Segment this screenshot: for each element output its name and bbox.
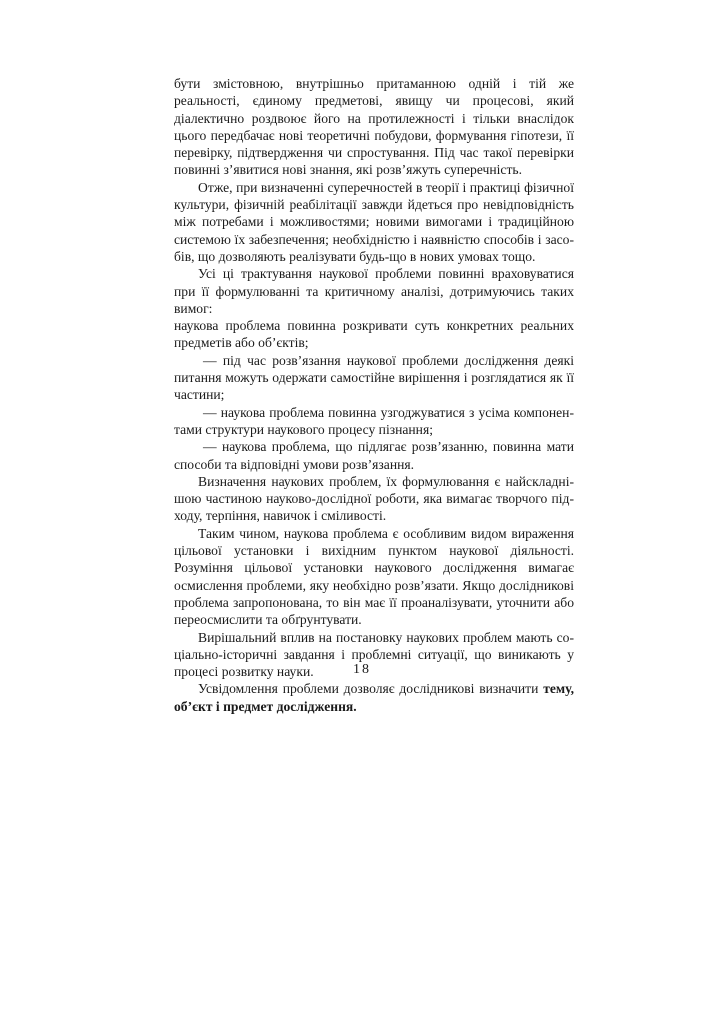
list-item-2: — наукова проблема повинна узгоджуватися з усіма компонентами структури наукового процесу пізнання; <box>174 404 574 437</box>
paragraph-8: Визначення наукових проблем, їх формулювання є найскладнішою частиною науково-дослідної роботи, яка вимагає творчого підходу, терпіння, навичок і сміливості. <box>174 473 574 524</box>
list-item-1: — під час розв’язання наукової проблеми дослідження деякі питання можуть одержати самостійне вирішення і розглядатися як її частини; <box>174 352 574 403</box>
paragraph-9: Таким чином, наукова проблема є особливим видом вираження цільової установки і вихідним пунктом наукової діяльності. Розуміння цільової установки наукового дослідження вимагає осмислення проблеми, яку необхідно розв’язати. Якщо дослідникові проблема запропонована, то він має її проаналізувати, уточнити або переосмислити та обґрунтувати. <box>174 525 574 628</box>
list-item-3: — наукова проблема, що підлягає розв’язанню, повинна мати способи та відповідні умови розв’язання. <box>174 439 574 472</box>
page-number: 18 <box>353 662 371 677</box>
paragraph-2: Отже, при визначенні суперечностей в теорії і практиці фізичної культури, фізичній реабілітації завжди йдеться про невідповідність між потребами і можливостями; новими вимогами і традиційною системою їх забезпечення; необхідністю і наявністю способів і засобів, що дозволяють реалізувати будь-що в нових умовах тощо. <box>174 179 574 264</box>
paragraph-11 <box>174 680 574 715</box>
paragraph-11-text: Усвідомлення проблеми дозволяє дослідникові визначити <box>198 681 544 697</box>
body-text <box>174 75 574 715</box>
paragraph-10: Вирішальний вплив на постановку наукових проблем мають соціально-історичні завдання і проблемні ситуації, що виникають у процесі розвитку науки. <box>174 629 574 680</box>
paragraph-3: Усі ці трактування наукової проблеми повинні враховуватися при її формулюванні та критичному аналізі, дотримуючись таких вимог: <box>174 266 574 316</box>
paragraph-11-bold-text: тему, об’єкт і предмет дослідження. <box>174 681 574 714</box>
paragraph-1: бути змістовною, внутрішньо притаманною одній і тій же реальності, єдиному предметові, явищу чи процесові, який діалектично роздвоює його на протилежності і тільки внаслідок цього передбачає нові теоретичні побудови, формування гіпотези, її перевірку, підтвердження чи спростування. Під час такої перевірки повинні з’явитися нові знання, які розв’яжуть суперечність. <box>174 76 574 178</box>
paragraph-4: наукова проблема повинна розкривати суть конкретних реальних предметів або об’єктів; <box>174 318 574 351</box>
